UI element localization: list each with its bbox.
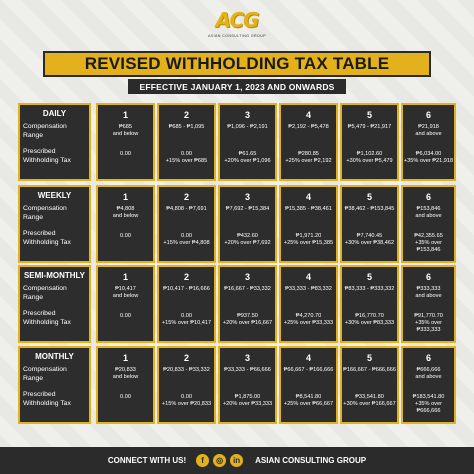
bracket-range: ₱33,333 - ₱66,666 [224, 367, 271, 373]
bracket-range: ₱153,846 and above [415, 206, 442, 219]
bracket-range: ₱21,918 and above [415, 124, 442, 137]
range-label: Compensation Range [23, 123, 67, 139]
bracket-cell [340, 346, 399, 424]
bracket-number: 4 [305, 353, 311, 363]
bracket-number: 3 [244, 110, 250, 120]
bracket-range: ₱166,667 - ₱666,666 [343, 367, 396, 373]
bracket-range: ₱20,833 - ₱33,332 [163, 367, 210, 373]
bracket-cell [218, 185, 277, 263]
period-label: WEEKLY [37, 191, 72, 200]
bracket-range: ₱38,462 - ₱153,845 [344, 206, 395, 212]
bracket-range: ₱685 and below [112, 124, 139, 137]
tax-label: Prescribed Withholding Tax [23, 148, 71, 164]
bracket-range: ₱5,479 - ₱21,917 [347, 124, 392, 130]
bracket-number: 1 [122, 353, 128, 363]
bracket-cell [157, 103, 216, 181]
page-title: REVISED WITHHOLDING TAX TABLE [84, 54, 390, 73]
period-label: DAILY [42, 109, 67, 118]
section-header [18, 265, 91, 343]
bracket-number: 4 [305, 272, 311, 282]
bracket-cell [218, 265, 277, 343]
bracket-range: ₱666,666 and above [415, 367, 442, 380]
bracket-number: 5 [366, 110, 372, 120]
bracket-range: ₱66,667 - ₱166,666 [283, 367, 334, 373]
bracket-tax: 0.00 +15% over ₱10,417 [161, 313, 212, 326]
bracket-number: 1 [122, 192, 128, 202]
section-header [18, 185, 91, 263]
bracket-cell [96, 265, 155, 343]
bracket-cell [96, 103, 155, 181]
bracket-cell [401, 103, 456, 181]
bracket-tax: 0.00 +15% over ₱4,808 [163, 233, 210, 246]
bracket-range: ₱16,667 - ₱33,332 [224, 286, 271, 292]
bracket-cell [401, 346, 456, 424]
bracket-range: ₱1,096 - ₱2,191 [227, 124, 268, 130]
bracket-cell [157, 346, 216, 424]
bracket-number: 1 [122, 272, 128, 282]
bracket-number: 4 [305, 192, 311, 202]
bracket-cell [157, 185, 216, 263]
range-label: Compensation Range [23, 366, 67, 382]
bracket-range: ₱4,808 - ₱7,691 [166, 206, 207, 212]
bracket-range: ₱10,417 - ₱16,666 [163, 286, 210, 292]
tax-label: Prescribed Withholding Tax [23, 391, 71, 407]
section-weekly [18, 185, 456, 263]
bracket-tax: ₱1,971.20 +25% over ₱15,385 [283, 233, 334, 246]
footer-bar [0, 447, 474, 474]
bracket-tax: ₱937.50 +20% over ₱16,667 [222, 313, 273, 326]
bracket-range: ₱10,417 and below [112, 286, 139, 299]
bracket-tax: ₱91,770.70 +35% over ₱333,333 [414, 313, 443, 333]
bracket-cell [279, 265, 338, 343]
tax-label: Prescribed Withholding Tax [23, 230, 71, 246]
bracket-number: 2 [183, 272, 189, 282]
bracket-tax: ₱280.85 +25% over ₱2,192 [285, 151, 332, 164]
bracket-range: ₱83,333 - ₱333,332 [344, 286, 395, 292]
section-header [18, 346, 91, 424]
bracket-cell [218, 103, 277, 181]
range-label: Compensation Range [23, 285, 67, 301]
bracket-number: 6 [425, 192, 431, 202]
bracket-number: 3 [244, 192, 250, 202]
bracket-range: ₱33,333 - ₱83,332 [285, 286, 332, 292]
bracket-tax: ₱1,875.00 +20% over ₱33,333 [222, 394, 273, 407]
bracket-cell [340, 103, 399, 181]
bracket-tax: 0.00 [120, 151, 131, 157]
company-logo [205, 8, 269, 48]
bracket-number: 2 [183, 353, 189, 363]
tax-label: Prescribed Withholding Tax [23, 310, 71, 326]
logo-tagline: ASIAN CONSULTING GROUP [207, 34, 267, 38]
bracket-cell [157, 265, 216, 343]
period-label: MONTHLY [35, 352, 74, 361]
logo-mark: ACG [215, 8, 259, 32]
bracket-tax: ₱183,541.80 +35% over ₱666,666 [412, 394, 445, 414]
bracket-tax: 0.00 [120, 394, 131, 400]
instagram-icon[interactable]: ◎ [213, 454, 226, 467]
bracket-number: 6 [425, 272, 431, 282]
bracket-number: 6 [425, 110, 431, 120]
bracket-cell [96, 185, 155, 263]
bracket-cell [340, 265, 399, 343]
bracket-cell [96, 346, 155, 424]
bracket-range: ₱685 - ₱1,095 [168, 124, 205, 130]
bracket-tax: 0.00 +15% over ₱685 [165, 151, 208, 164]
bracket-cell [401, 185, 456, 263]
bracket-number: 3 [244, 353, 250, 363]
facebook-icon[interactable]: f [196, 454, 209, 467]
bracket-tax: ₱1,102.60 +30% over ₱5,479 [346, 151, 393, 164]
section-daily [18, 103, 456, 181]
bracket-range: ₱20,833 and below [112, 367, 139, 380]
bracket-cell [279, 103, 338, 181]
bracket-cell [279, 346, 338, 424]
bracket-tax: 0.00 [120, 233, 131, 239]
effective-date: EFFECTIVE JANUARY 1, 2023 AND ONWARDS [139, 81, 335, 92]
section-semi-monthly [18, 265, 456, 343]
bracket-cell [401, 265, 456, 343]
bracket-number: 6 [425, 353, 431, 363]
page-title-banner [43, 51, 431, 77]
bracket-range: ₱2,192 - ₱5,478 [288, 124, 329, 130]
bracket-tax: ₱6,034.00 +35% over ₱21,918 [403, 151, 454, 164]
period-label: SEMI-MONTHLY [23, 271, 86, 280]
bracket-number: 2 [183, 110, 189, 120]
bracket-range: ₱7,692 - ₱15,384 [225, 206, 270, 212]
bracket-cell [279, 185, 338, 263]
bracket-cell [340, 185, 399, 263]
section-header [18, 103, 91, 181]
bracket-number: 1 [122, 110, 128, 120]
bracket-tax: ₱42,355.65 +35% over ₱153,846 [414, 233, 443, 253]
bracket-tax: ₱61.65 +20% over ₱1,096 [224, 151, 271, 164]
bracket-range: ₱4,808 and below [112, 206, 139, 219]
bracket-number: 2 [183, 192, 189, 202]
bracket-tax: ₱4,270.70 +25% over ₱33,333 [283, 313, 334, 326]
bracket-tax: ₱432.60 +20% over ₱7,692 [224, 233, 271, 246]
connect-label: CONNECT WITH US! [107, 456, 187, 465]
footer-brand: ASIAN CONSULTING GROUP [255, 456, 367, 465]
bracket-tax: 0.00 +15% over ₱20,833 [161, 394, 212, 407]
bracket-number: 5 [366, 353, 372, 363]
bracket-cell [218, 346, 277, 424]
bracket-tax: ₱7,740.45 +30% over ₱38,462 [344, 233, 395, 246]
bracket-number: 3 [244, 272, 250, 282]
bracket-number: 5 [366, 192, 372, 202]
bracket-range: ₱333,333 and above [415, 286, 442, 299]
range-label: Compensation Range [23, 205, 67, 221]
linkedin-icon[interactable]: in [230, 454, 243, 467]
bracket-tax: ₱33,541.80 +30% over ₱166,667 [343, 394, 396, 407]
bracket-range: ₱15,385 - ₱38,461 [285, 206, 332, 212]
bracket-number: 5 [366, 272, 372, 282]
bracket-number: 4 [305, 110, 311, 120]
section-monthly [18, 346, 456, 424]
bracket-tax: 0.00 [120, 313, 131, 319]
bracket-tax: ₱16,770.70 +30% over ₱83,333 [344, 313, 395, 326]
effective-date-banner [128, 79, 346, 94]
bracket-tax: ₱8,541.80 +25% over ₱66,667 [283, 394, 334, 407]
